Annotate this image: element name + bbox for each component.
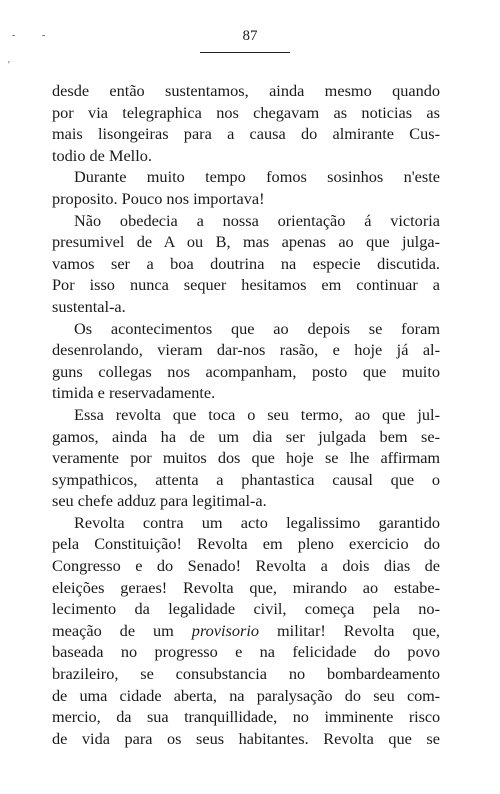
text-line: pela Constituição! Revolta em pleno exercicio do bbox=[52, 534, 440, 554]
text-line: mais lisongeiras para a causa do almirante Cus- bbox=[52, 124, 440, 144]
body-text bbox=[52, 80, 440, 749]
text-fragment: militar! Revolta que, bbox=[259, 620, 440, 640]
text-line: sustental-a. bbox=[52, 296, 126, 316]
margin-mark: - bbox=[42, 30, 46, 41]
text-line: Não obedecia a nossa orientação á victoria bbox=[74, 210, 440, 230]
header-rule bbox=[200, 52, 290, 53]
text-line: desenrolando, vieram dar-nos rasão, e hoje já al- bbox=[52, 340, 440, 360]
text-line: eleições geraes! Revolta que, mirando ao estabe- bbox=[52, 577, 440, 597]
text-line: Congresso e do Senado! Revolta a dois dias de bbox=[52, 556, 440, 576]
text-line: de vida para os seus habitantes. Revolta que se bbox=[52, 728, 440, 748]
text-line: timida e reservadamente. bbox=[52, 383, 216, 403]
text-line: Essa revolta que toca o seu termo, ao que jul- bbox=[74, 404, 440, 424]
margin-mark: ' bbox=[8, 60, 10, 71]
page-number: 87 bbox=[242, 28, 258, 44]
text-line: mercio, da sua tranquillidade, no imminente risco bbox=[52, 707, 440, 727]
text-line: lecimento da legalidade civil, começa pela no- bbox=[52, 599, 440, 619]
text-fragment: meação de um bbox=[52, 620, 192, 640]
text-line: Revolta contra um acto legalissimo garantido bbox=[74, 512, 440, 532]
margin-mark: - bbox=[12, 30, 16, 41]
text-line: todio de Mello. bbox=[52, 145, 152, 165]
text-line: por via telegraphica nos chegavam as noticias as bbox=[52, 102, 440, 122]
text-line: Durante muito tempo fomos sosinhos n'este bbox=[74, 167, 440, 187]
text-line: sympathicos, attenta a phantastica causal que o bbox=[52, 469, 440, 489]
text-line: seu chefe adduz para legitimal-a. bbox=[52, 491, 267, 511]
text-line: Por isso nunca sequer hesitamos em continuar a bbox=[52, 275, 440, 295]
text-line: veramente por muitos dos que hoje se lhe affirmam bbox=[52, 448, 440, 468]
text-line: brazileiro, se consubstancia no bombardeamento bbox=[52, 664, 440, 684]
text-line: desde então sustentamos, ainda mesmo quando bbox=[52, 81, 440, 100]
text-line bbox=[52, 620, 440, 642]
text-line: baseada no progresso e na felicidade do povo bbox=[52, 642, 440, 662]
text-line: proposito. Pouco nos importava! bbox=[52, 188, 265, 208]
text-line: de uma cidade aberta, na paralysação do seu com- bbox=[52, 685, 440, 705]
text-line: gamos, ainda ha de um dia ser julgada bem se- bbox=[52, 426, 440, 446]
text-line: guns collegas nos acompanham, posto que muito bbox=[52, 361, 440, 381]
text-line: vamos ser a boa doutrina na especie discutida. bbox=[52, 253, 440, 273]
text-line: presumivel de A ou B, mas apenas ao que julga- bbox=[52, 232, 440, 252]
italic-word: provisorio bbox=[191, 620, 260, 640]
text-line: Os acontecimentos que ao depois se foram bbox=[74, 318, 440, 338]
